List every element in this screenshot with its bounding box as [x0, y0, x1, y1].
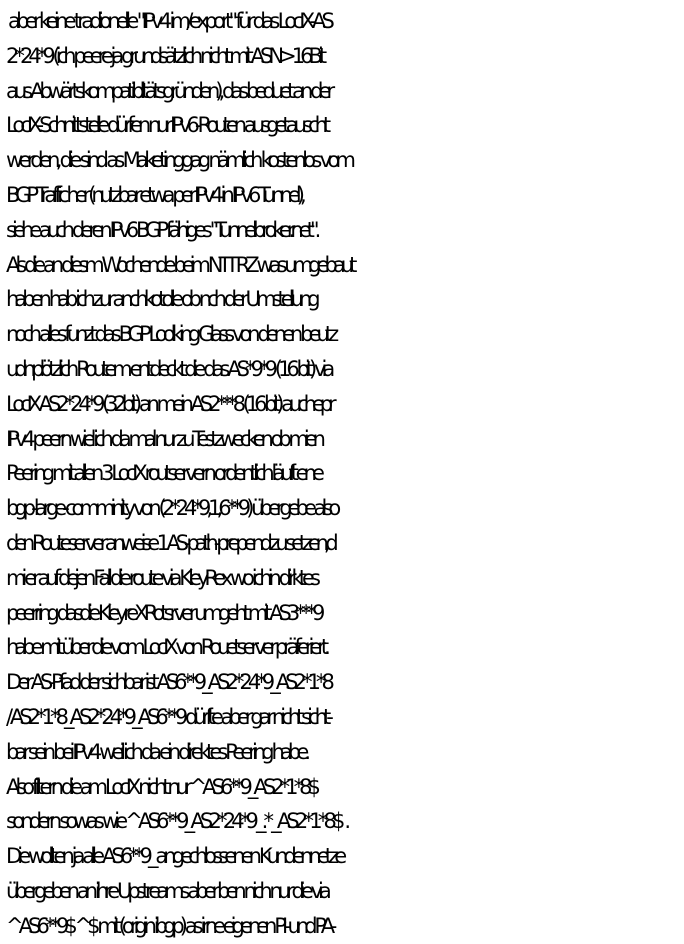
text-line: Peering mit allen 3 LocIX routservern ordentlich läuft ene	[6, 461, 320, 486]
text-line: / AS2*1*8_AS2*24*9_AS6**9 dürfte aber gar nicht sicht-	[6, 704, 329, 729]
text-line: übergeben an ihre Upstreams aber ben nich nur die via	[6, 878, 327, 903]
text-line: werden, die sind as Maketinggag nämlich kostenlos vom	[6, 148, 352, 173]
text-line: noch alles funzt das BGP Loolking Glass von denen beutz	[6, 322, 335, 347]
text-line: 2*24*9 (ich peere ja grundsätzlich nicht mit ASN>16Bit	[6, 43, 323, 68]
text-line: haben hab ich zur anchkotolle ob nch der Umstellung	[6, 287, 316, 312]
text-line: aber keine tradionelle "IPv4 im/export" für das LocIX-AS	[6, 9, 331, 33]
text-line: aus Abwärtskompatiblitätsgründen), das beduet an der	[6, 78, 331, 103]
text-line: habe mit über die vom LocIX von Rouetserver präferiert.	[6, 635, 326, 660]
text-line: bgp-large-comminity von (2*24*9,1,6**9) übergebe also	[6, 496, 337, 521]
text-line: siehe auch deren IPv6 BGP fähiges "Tunnelbroker.net".	[6, 217, 317, 242]
text-line: Also filtern die am LocIX nicht nur ^AS6**9_AS2*1*8$	[6, 774, 316, 799]
text-line: Die wollten ja alle AS6**9_ angechlossenen Kundennetze	[6, 844, 343, 869]
text-line: bar sein bei IPv4 weil ich da ein direktes Peering habe.	[6, 739, 307, 764]
text-line: peerring dasdie KleyreXRotsrver umgeht mit AS3***9	[6, 600, 321, 625]
text-line: LocIX-Schnittstelle dürfen nur IPv6-Routen ausgetauscht	[6, 113, 327, 138]
text-line: mi er auf dejen Fall die route via KleyRex wo ichin dirktes	[6, 565, 316, 590]
text-line: BGP Traffic her (nutzbar etwa per IPv4 in IPv6 Tunnel),	[6, 182, 302, 207]
text-line: sondern sowas wie ^AS6**9_AS2*24*9 _.* _AS2*1*8$ .	[6, 809, 347, 834]
text-line: Der AS-Pfad der sichbar ist AS6**9_AS2*24*9_AS2*1*8	[6, 670, 330, 695]
text-line: den Routeserver anweise 1 AS-path-prepend zu setzen,d	[6, 530, 334, 555]
text-line: LocIX AS2*24*9 (32bit) an mein AS2***8 (16 bit) auchepr	[6, 391, 332, 416]
body-text	[6, 4, 682, 944]
text-line: Als die an diesm Wochende beim NTT RZ was umgebaut	[6, 252, 353, 277]
text-line: IPv4 peern wiel ich da mal nur zu Testzwecken ob mien	[6, 426, 321, 451]
text-line: ^AS6**9$ ^$ mit (origin ibgp) as irne eigenen PI- und PA-	[6, 913, 333, 938]
text-line: udnplötzlich Routem entdeckt die das AS*9*9 (16 bit) via	[6, 356, 331, 381]
